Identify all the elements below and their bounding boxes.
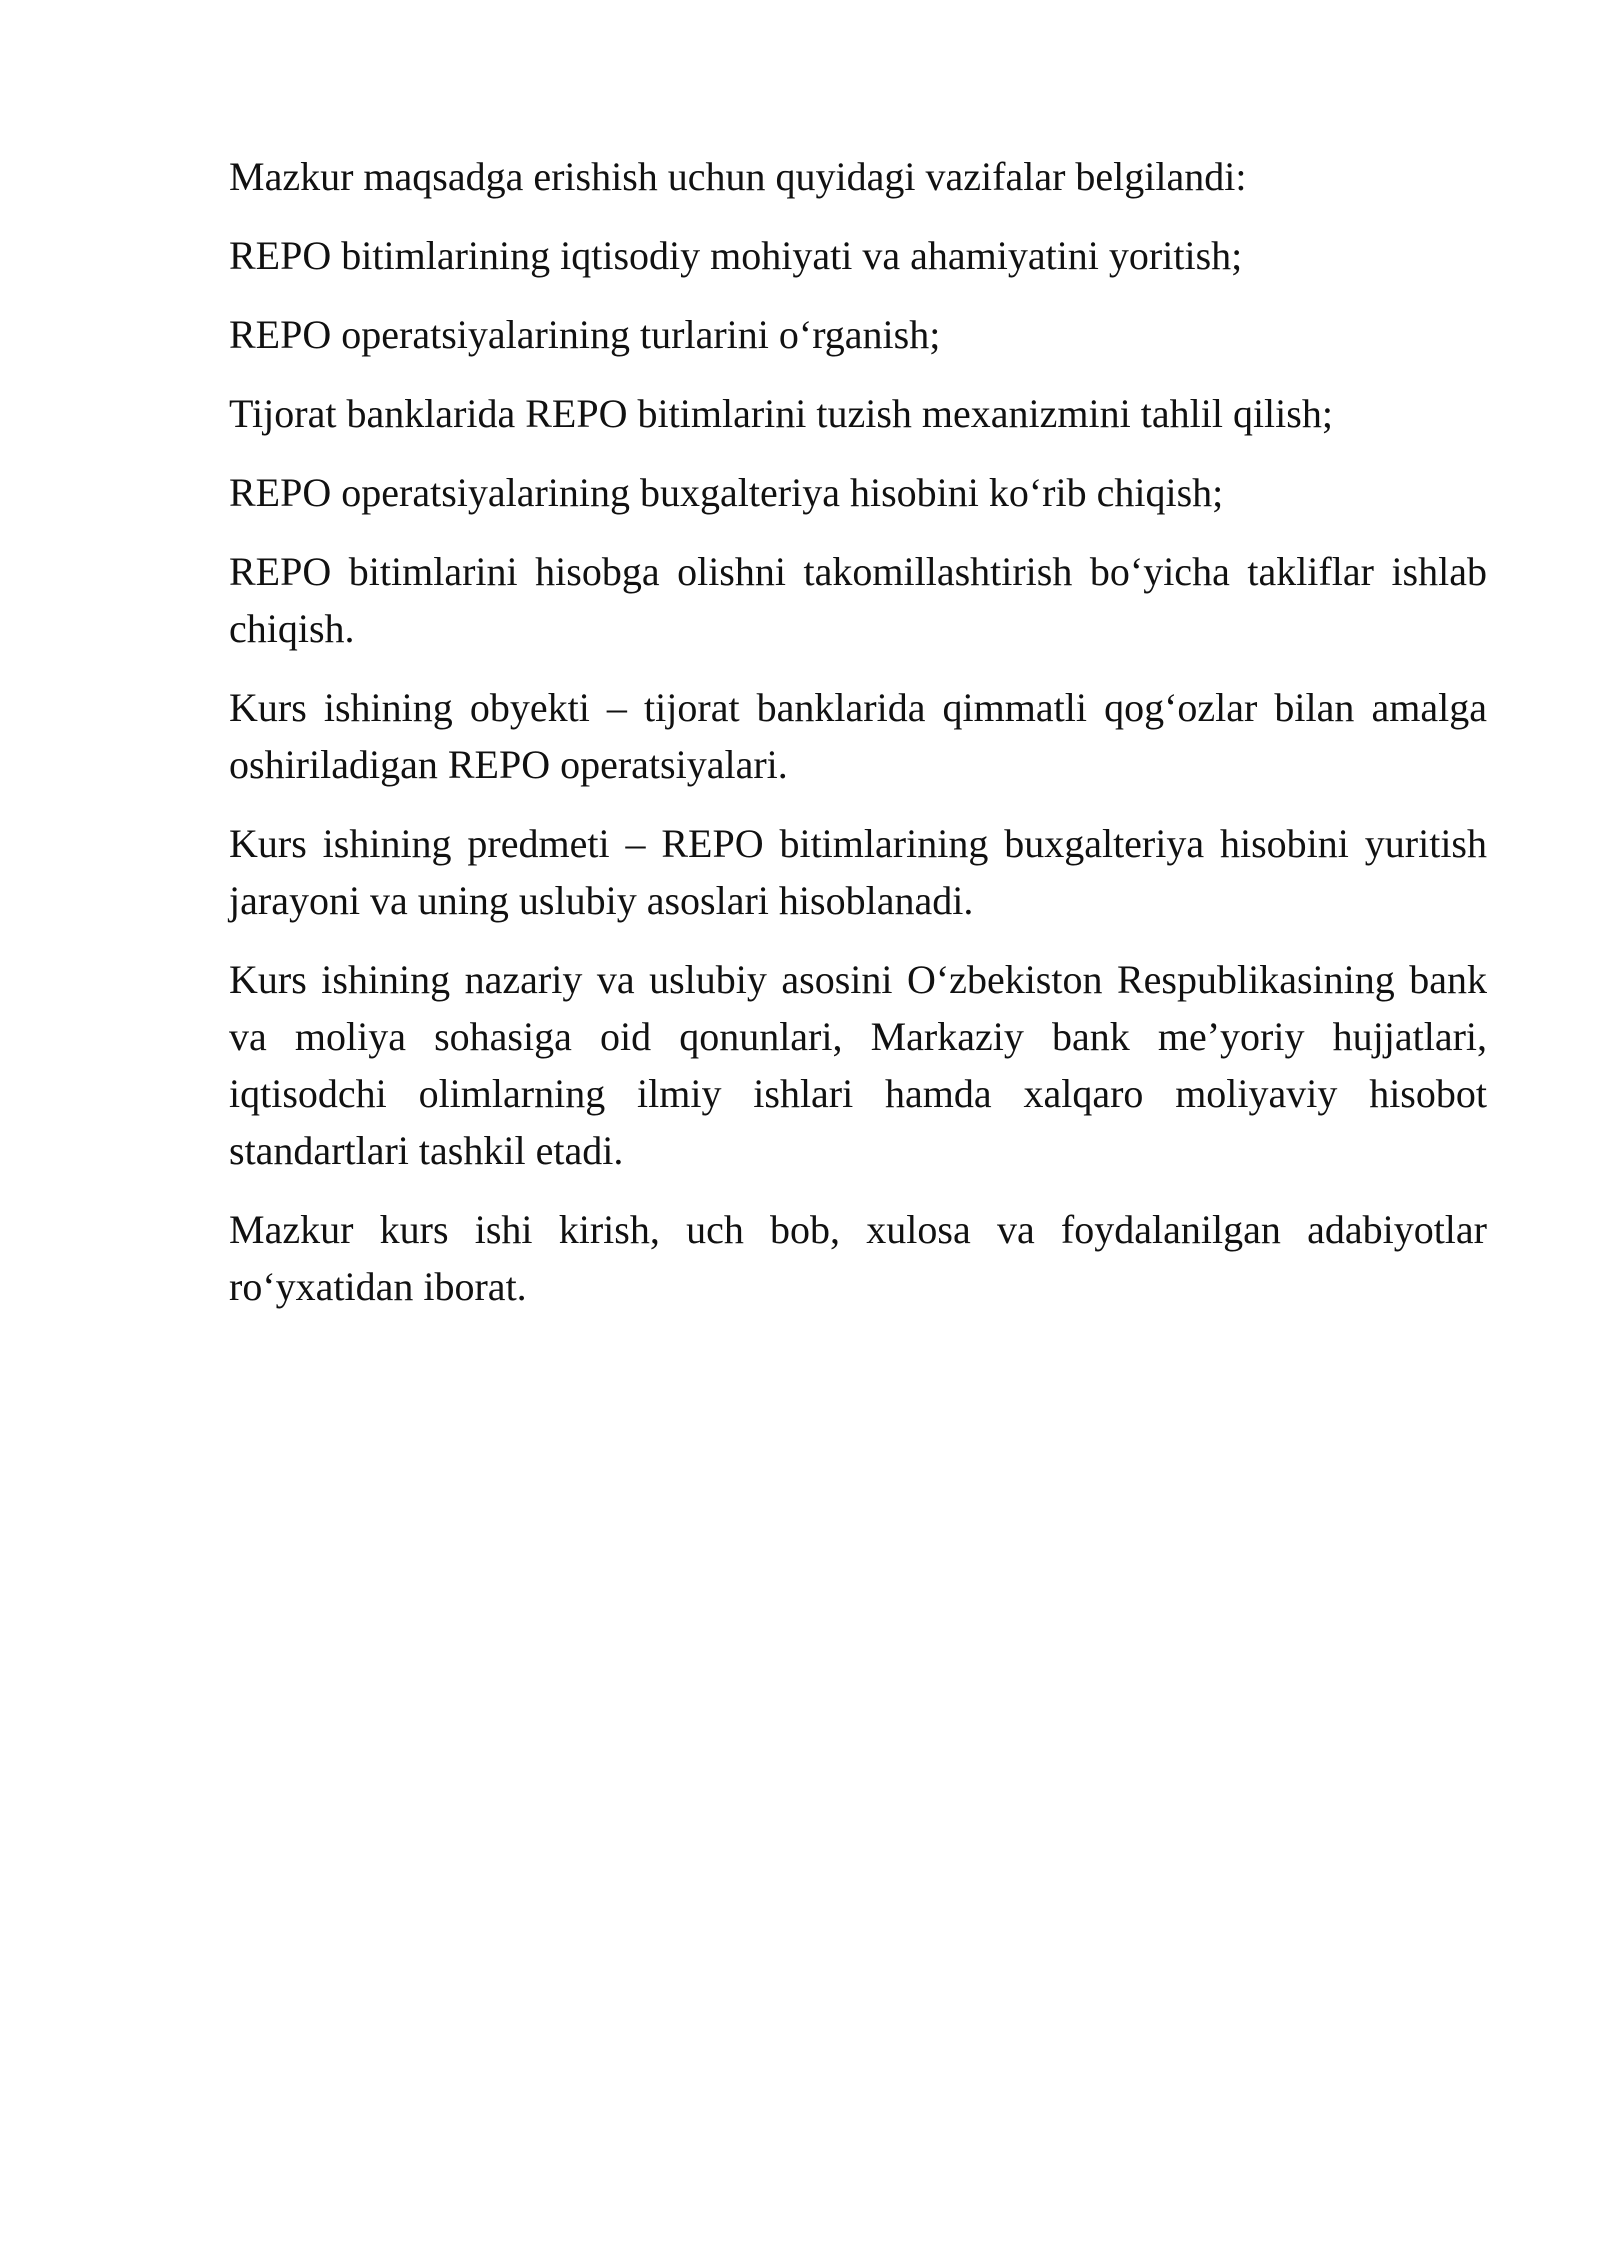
paragraph-structure: Mazkur kurs ishi kirish, uch bob, xulosa va foydalanilgan adabiyotlar ro‘yxatidan iborat.	[229, 1207, 1487, 1309]
paragraph-methodology: Kurs ishining nazariy va uslubiy asosini O‘zbekiston Respublikasining bank va moliya sohasiga oid qonunlari, Markaziy bank me’yoriy hujjatlari, iqtisodchi olimlarning ilmiy ishlari hamda xalqaro moliyaviy hisobot standartlari tashkil etadi.	[229, 957, 1487, 1173]
paragraph-subject: Kurs ishining predmeti – REPO bitimlarining buxgalteriya hisobini yuritish jarayoni va uning uslubiy asoslari hisoblanadi.	[229, 821, 1487, 923]
paragraph-tasks-intro: Mazkur maqsadga erishish uchun quyidagi vazifalar belgilandi:	[229, 154, 1247, 199]
paragraph-task-5: REPO bitimlarini hisobga olishni takomillashtirish bo‘yicha takliflar ishlab chiqish.	[229, 549, 1487, 651]
paragraph-task-2: REPO operatsiyalarining turlarini o‘rganish;	[229, 312, 941, 357]
paragraph-task-3: Tijorat banklarida REPO bitimlarini tuzish mexanizmini tahlil qilish;	[229, 391, 1333, 436]
paragraph-task-1: REPO bitimlarining iqtisodiy mohiyati va ahamiyatini yoritish;	[229, 233, 1243, 278]
paragraph-object: Kurs ishining obyekti – tijorat banklarida qimmatli qog‘ozlar bilan amalga oshiriladigan REPO operatsiyalari.	[229, 685, 1487, 787]
paragraph-task-4: REPO operatsiyalarining buxgalteriya hisobini ko‘rib chiqish;	[229, 470, 1224, 515]
document-body	[229, 148, 1487, 1337]
